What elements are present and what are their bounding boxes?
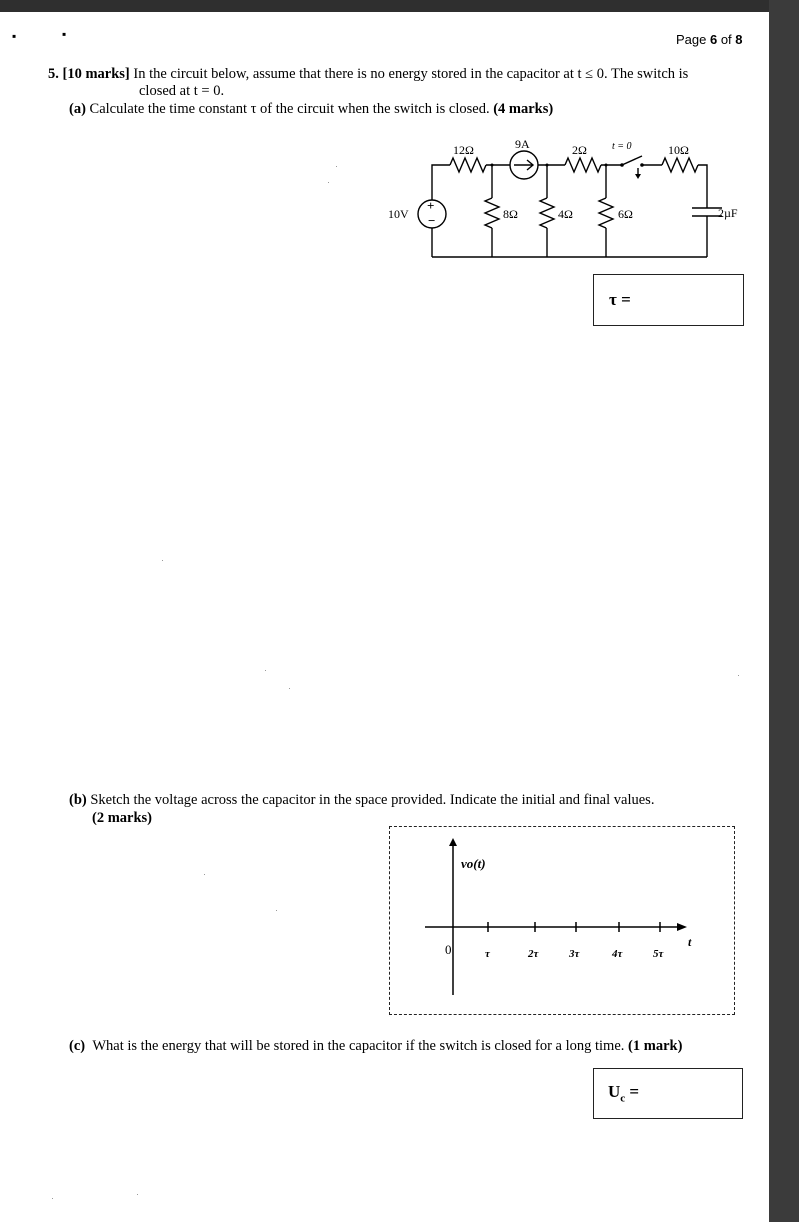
label-r4: 4Ω [558,207,573,221]
label-capacitor: 2µF [718,206,738,220]
right-scrollbar[interactable] [769,0,799,1222]
scan-speck [204,874,205,875]
tick-label: 4τ [612,948,623,960]
label-r2: 2Ω [572,143,587,157]
question-text-line2: closed at t = 0. [139,83,225,99]
stray-dot: ▪ [12,29,17,43]
scan-speck [336,166,337,167]
scan-speck [289,688,290,689]
resistor-10-symbol [662,158,698,172]
top-dark-strip [0,0,799,12]
label-r12: 12Ω [453,143,474,157]
origin-label: 0 [445,942,452,957]
resistor-2-symbol [565,158,601,172]
switch-blade [622,156,642,165]
label-plus: + [427,198,435,213]
resistor-4-symbol [540,198,554,228]
part-c-text: (c) What is the energy that will be stored in the capacitor if the switch is closed for a long time. (1 mark) [69,1038,683,1054]
label-minus: − [428,213,436,228]
x-axis-label: t [688,935,692,949]
wire-to-capacitor [698,165,707,204]
scan-speck [738,675,739,676]
label-r10: 10Ω [668,143,689,157]
document-page [0,12,769,1222]
tick-label: 5τ [653,948,664,960]
scan-speck [328,182,329,183]
part-b-marks: (2 marks) [92,810,153,826]
resistor-8-symbol [485,198,499,228]
label-9a: 9A [515,137,530,151]
y-axis-arrow [449,838,457,846]
wire-top-left [432,165,450,177]
answer-label-uc: $U_c$ = [608,1082,640,1105]
x-axis-arrow [677,923,687,931]
scan-speck [276,910,277,911]
answer-label-tau: τ = [609,290,631,309]
tick-label: 3τ [569,948,580,960]
part-b-text: (b) Sketch the voltage across the capacitor in the space provided. Indicate the initial and final values. [69,792,655,808]
scan-speck [137,1194,138,1195]
question-text-line1: 5. [10 marks] In the circuit below, assume that there is no energy stored in the capacitor at t ≤ 0. The switch is [48,66,689,82]
label-10v: 10V [388,207,409,221]
scan-speck [162,560,163,561]
y-axis-label: vᴏ(t) [461,856,486,871]
label-r6: 6Ω [618,207,633,221]
answer-box-tau[interactable] [593,274,744,326]
scan-speck [52,1198,53,1199]
resistor-6-symbol [599,198,613,228]
sketch-axes [415,832,715,1012]
label-r8: 8Ω [503,207,518,221]
stray-dot: ▪ [62,27,67,41]
circuit-diagram [380,124,760,264]
page-number: Page 6 of 8 [676,32,743,47]
tick-label: 2τ [528,948,539,960]
label-switch: t = 0 [612,141,632,152]
answer-box-energy[interactable] [593,1068,743,1119]
scan-speck [265,670,266,671]
part-a-text: (a) Calculate the time constant τ of the circuit when the switch is closed. (4 marks) [69,101,554,117]
resistor-12-symbol [450,158,486,172]
tick-label: τ [485,948,490,960]
